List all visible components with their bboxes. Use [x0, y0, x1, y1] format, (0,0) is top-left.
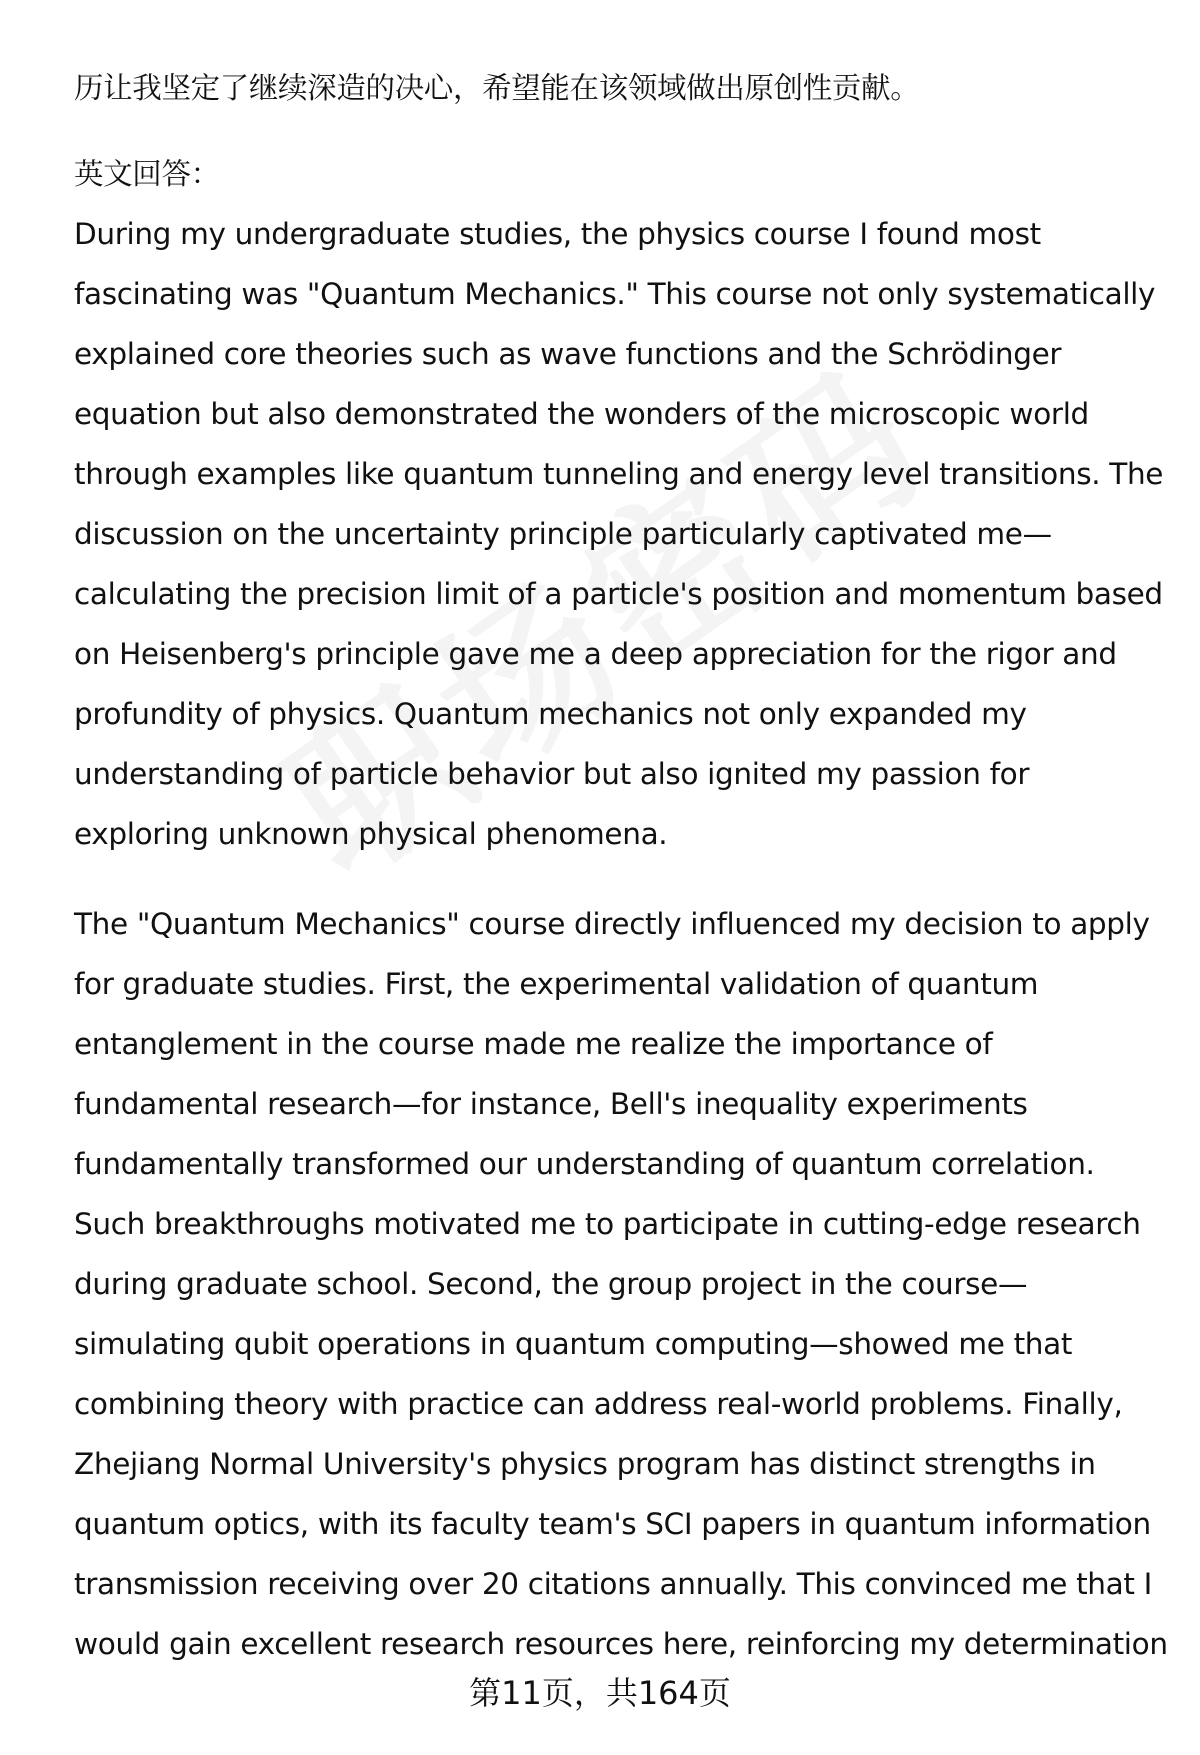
- text-line: would gain excellent research resources here, reinforcing my determination: [74, 1627, 1168, 1661]
- text-line: on Heisenberg's principle gave me a deep appreciation for the rigor and: [74, 637, 1117, 671]
- text-line: understanding of particle behavior but also ignited my passion for: [74, 757, 1030, 791]
- text-line: quantum optics, with its faculty team's SCI papers in quantum information: [74, 1507, 1151, 1541]
- text-line: The "Quantum Mechanics" course directly influenced my decision to apply: [74, 907, 1150, 941]
- text-line: calculating the precision limit of a particle's position and momentum based: [74, 577, 1163, 611]
- section-heading: 英文回答：: [74, 157, 220, 191]
- paragraph-2: [74, 894, 1168, 1674]
- text-line: fundamental research—for instance, Bell's inequality experiments: [74, 1087, 1028, 1121]
- text-line: 历让我坚定了继续深造的决心，希望能在该领域做出原创性贡献。: [74, 71, 920, 105]
- text-line: equation but also demonstrated the wonders of the microscopic world: [74, 397, 1089, 431]
- text-line: explained core theories such as wave functions and the Schrödinger: [74, 337, 1062, 371]
- text-line: simulating qubit operations in quantum computing—showed me that: [74, 1327, 1073, 1361]
- text-line: transmission receiving over 20 citations annually. This convinced me that I: [74, 1567, 1152, 1601]
- text-line: through examples like quantum tunneling and energy level transitions. The: [74, 457, 1164, 491]
- document-body: [74, 58, 1168, 1674]
- text-line: discussion on the uncertainty principle particularly captivated me—: [74, 517, 1052, 551]
- chinese-paragraph-tail: [74, 58, 1154, 118]
- text-line: fascinating was "Quantum Mechanics." This course not only systematically: [74, 277, 1156, 311]
- paragraph-1: [74, 204, 1164, 864]
- text-line: profundity of physics. Quantum mechanics not only expanded my: [74, 697, 1027, 731]
- text-line: combining theory with practice can address real-world problems. Finally,: [74, 1387, 1123, 1421]
- text-line: during graduate school. Second, the group project in the course—: [74, 1267, 1028, 1301]
- text-line: exploring unknown physical phenomena.: [74, 817, 668, 851]
- text-line: entanglement in the course made me realize the importance of: [74, 1027, 993, 1061]
- page-number-footer: 第11页，共164页: [469, 1674, 731, 1712]
- text-line: fundamentally transformed our understanding of quantum correlation.: [74, 1147, 1095, 1181]
- text-line: During my undergraduate studies, the physics course I found most: [74, 217, 1041, 251]
- text-line: Such breakthroughs motivated me to participate in cutting-edge research: [74, 1207, 1141, 1241]
- text-line: Zhejiang Normal University's physics program has distinct strengths in: [74, 1447, 1096, 1481]
- text-line: for graduate studies. First, the experimental validation of quantum: [74, 967, 1039, 1001]
